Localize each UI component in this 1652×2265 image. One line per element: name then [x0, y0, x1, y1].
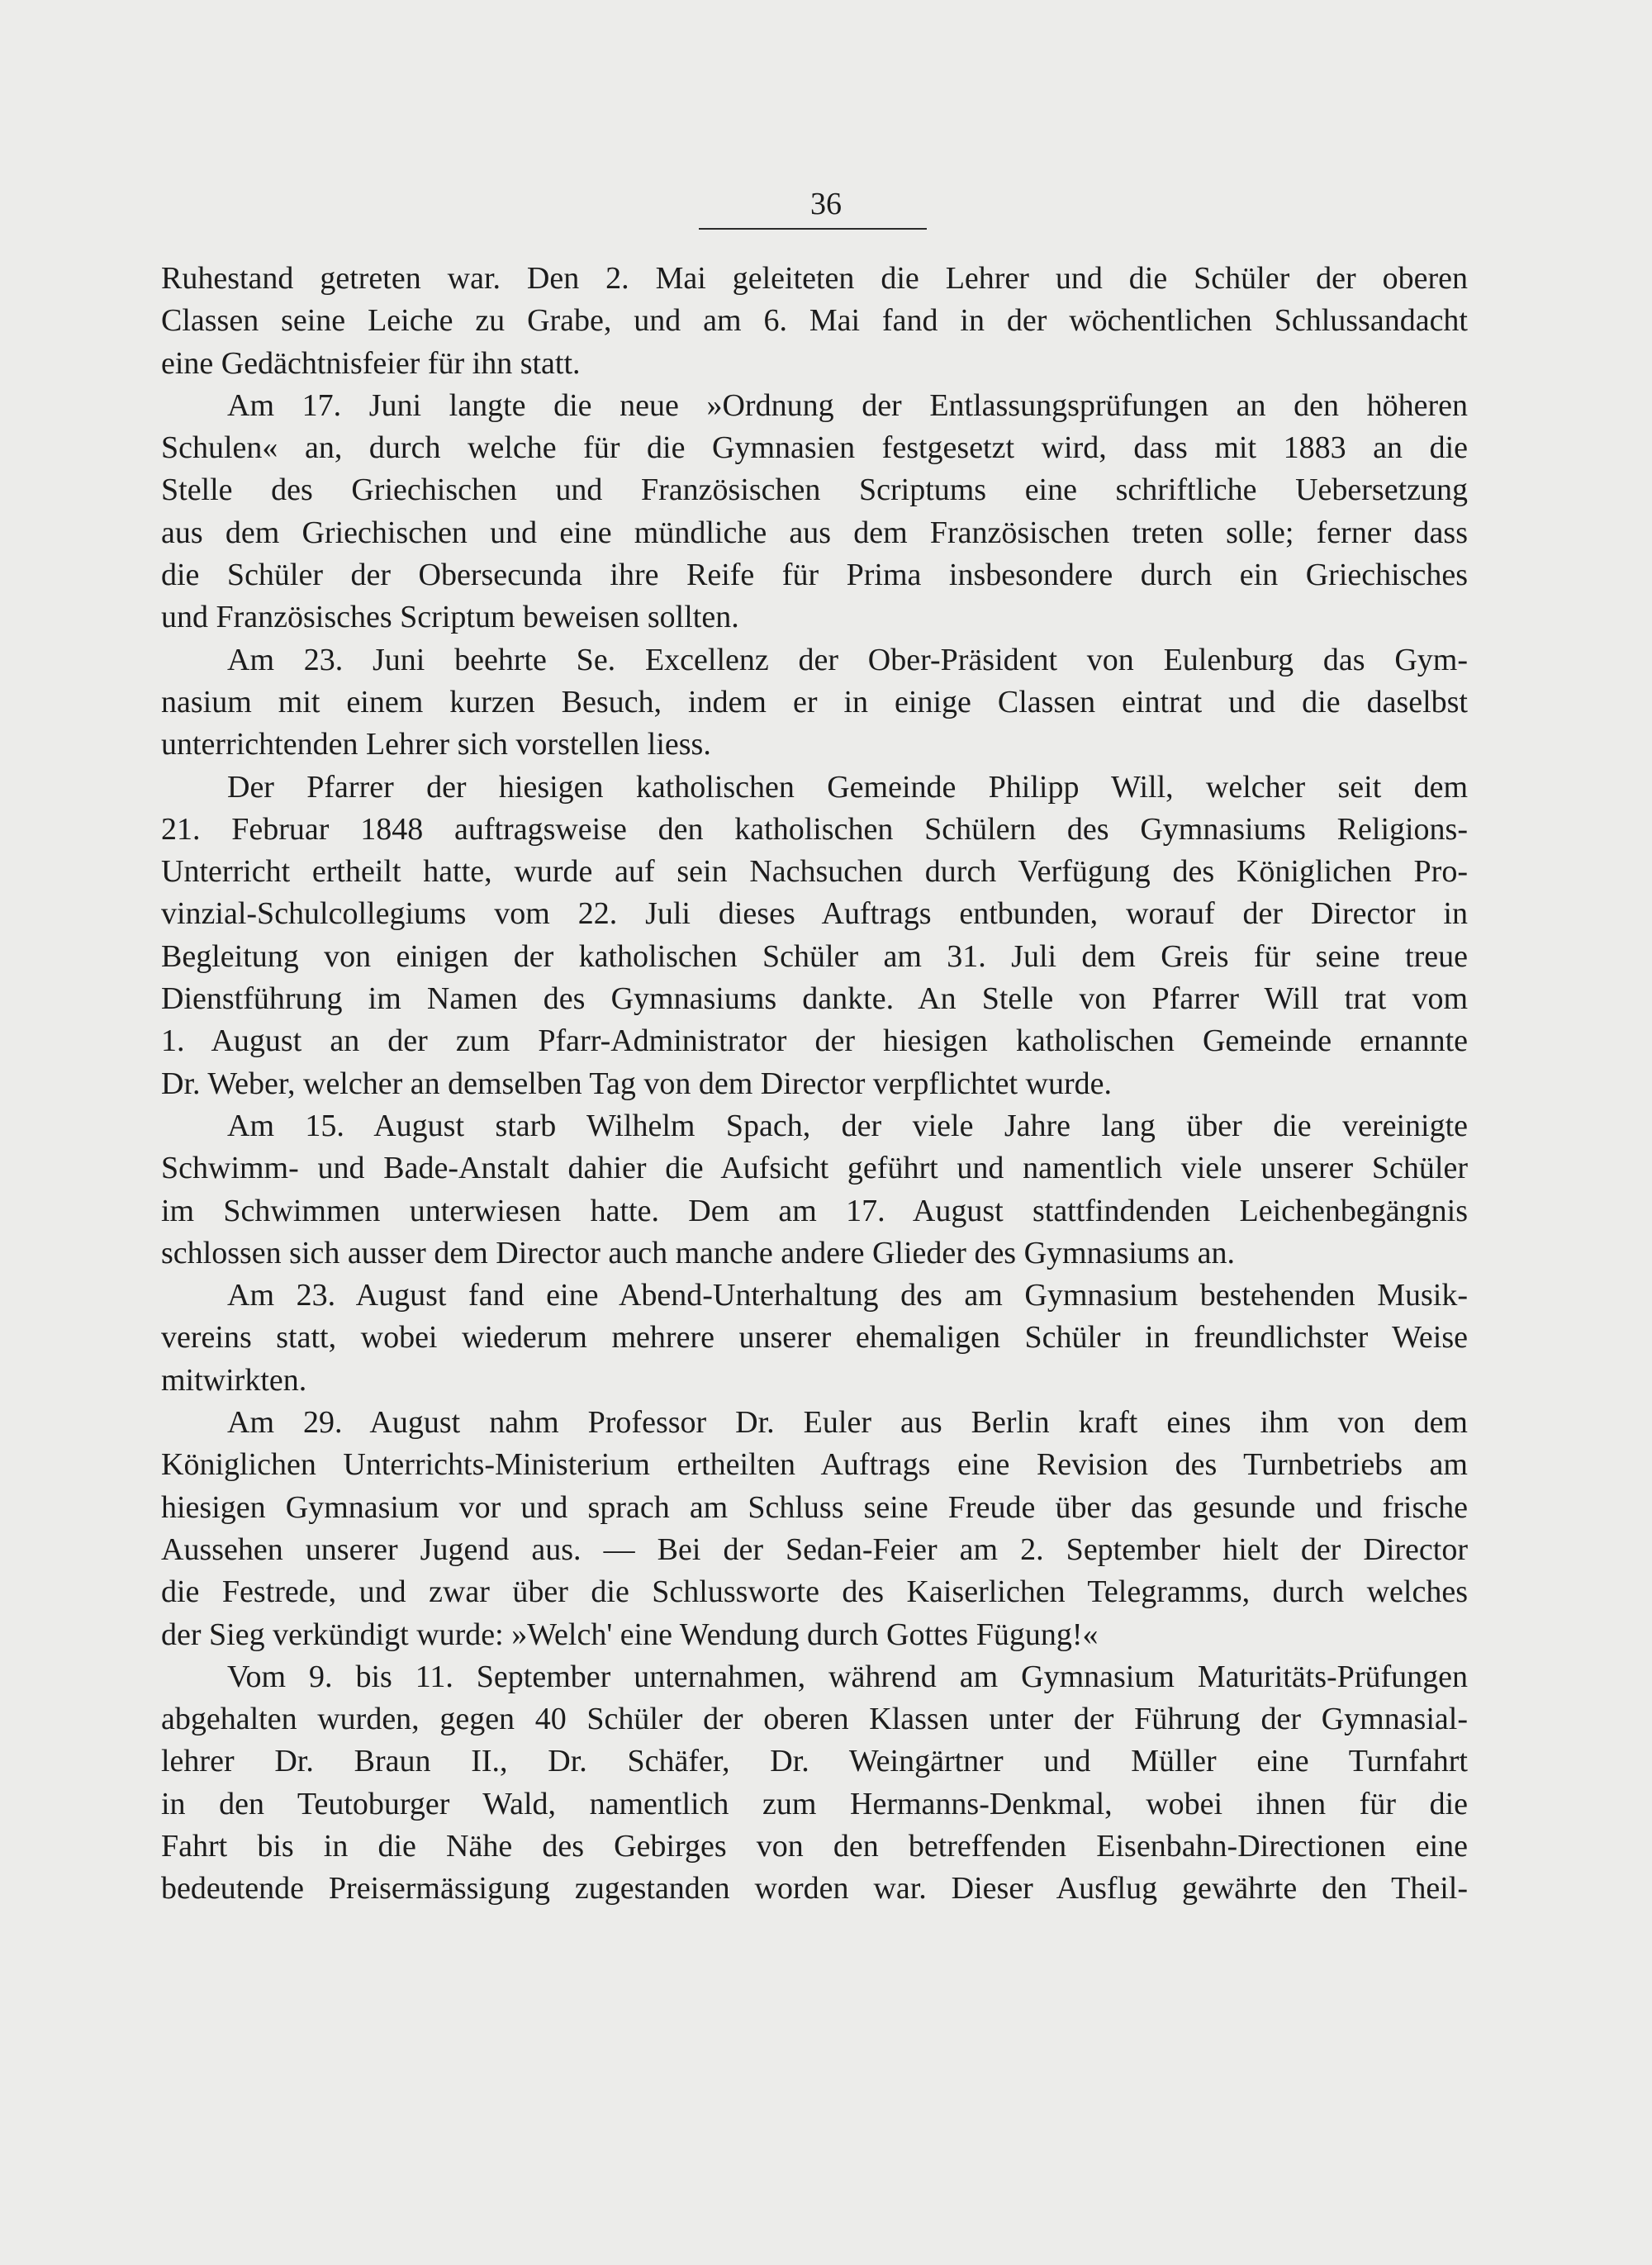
- text-line: Am 15. August starb Wilhelm Spach, der viele Jahre lang über die vereinigte: [227, 1108, 1468, 1143]
- text-line: Schwimm- und Bade-Anstalt dahier die Aufsicht geführt und namentlich viele unserer Schüler: [161, 1151, 1468, 1186]
- text-line: lehrer Dr. Braun II., Dr. Schäfer, Dr. Weingärtner und Müller eine Turnfahrt: [161, 1744, 1468, 1779]
- text-line: mitwirkten.: [161, 1362, 307, 1398]
- text-line: im Schwimmen unterwiesen hatte. Dem am 17. August stattfindenden Leichenbegängnis: [161, 1193, 1468, 1228]
- text-line: schlossen sich ausser dem Director auch manche andere Glieder des Gymnasiums an.: [161, 1235, 1236, 1270]
- text-line: Königlichen Unterrichts-Ministerium ertheilten Auftrags eine Revision des Turnbetriebs am: [161, 1447, 1468, 1483]
- text-line: Aussehen unserer Jugend aus. — Bei der Sedan-Feier am 2. September hielt der Director: [161, 1531, 1468, 1567]
- text-line: die Schüler der Obersecunda ihre Reife für Prima insbesondere durch ein Griechisches: [161, 558, 1468, 593]
- text-line: Dr. Weber, welcher an demselben Tag von dem Director verpflichtet wurde.: [161, 1066, 1112, 1101]
- text-line: und Französisches Scriptum beweisen sollten.: [161, 600, 739, 635]
- text-line: hiesigen Gymnasium vor und sprach am Schluss seine Freude über das gesunde und frische: [161, 1489, 1468, 1525]
- text-line: nasium mit einem kurzen Besuch, indem er in einige Classen eintrat und die daselbst: [161, 684, 1468, 719]
- page-number: 36: [810, 187, 842, 221]
- text-line: Begleitung von einigen der katholischen Schüler am 31. Juli dem Greis für seine treue: [161, 938, 1468, 974]
- text-line: abgehalten wurden, gegen 40 Schüler der oberen Klassen unter der Führung der Gymnasial-: [161, 1702, 1468, 1737]
- text-line: Classen seine Leiche zu Grabe, und am 6. Mai fand in der wöchentlichen Schlussandacht: [161, 303, 1468, 339]
- header-rule: [699, 228, 927, 230]
- text-line: Fahrt bis in die Nähe des Gebirges von den betreffenden Eisenbahn-Directionen eine: [161, 1828, 1468, 1864]
- text-line: der Sieg verkündigt wurde: »Welch' eine Wendung durch Gottes Fügung!«: [161, 1617, 1099, 1652]
- body-text: [161, 258, 1468, 1911]
- text-line: Am 23. Juni beehrte Se. Excellenz der Ober-Präsident von Eulenburg das Gym-: [227, 642, 1468, 677]
- text-line: Am 17. Juni langte die neue »Ordnung der Entlassungsprüfungen an den höheren: [227, 387, 1468, 423]
- text-line: Unterricht ertheilt hatte, wurde auf sein Nachsuchen durch Verfügung des Königlichen Pro-: [161, 854, 1468, 890]
- text-line: vinzial-Schulcollegiums vom 22. Juli dieses Auftrags entbunden, worauf der Director in: [161, 896, 1468, 932]
- text-line: Dienstführung im Namen des Gymnasiums dankte. An Stelle von Pfarrer Will trat vom: [161, 981, 1468, 1017]
- text-line: 21. Februar 1848 auftragsweise den katholischen Schülern des Gymnasiums Religions-: [161, 811, 1468, 847]
- text-line: eine Gedächtnisfeier für ihn statt.: [161, 345, 581, 381]
- text-line: Am 29. August nahm Professor Dr. Euler aus Berlin kraft eines ihm von dem: [227, 1405, 1468, 1441]
- text-line: bedeutende Preisermässigung zugestanden worden war. Dieser Ausflug gewährte den Theil-: [161, 1871, 1468, 1906]
- text-line: aus dem Griechischen und eine mündliche aus dem Französischen treten solle; ferner dass: [161, 515, 1468, 550]
- text-line: Am 23. August fand eine Abend-Unterhaltung des am Gymnasium bestehenden Musik-: [227, 1278, 1468, 1313]
- text-line: 1. August an der zum Pfarr-Administrator der hiesigen katholischen Gemeinde ernannte: [161, 1023, 1468, 1059]
- text-line: Stelle des Griechischen und Französischen Scriptums eine schriftliche Uebersetzung: [161, 472, 1468, 508]
- text-line: Vom 9. bis 11. September unternahmen, während am Gymnasium Maturitäts-Prüfungen: [227, 1659, 1468, 1694]
- text-line: die Festrede, und zwar über die Schlussworte des Kaiserlichen Telegramms, durch welches: [161, 1574, 1468, 1610]
- text-line: vereins statt, wobei wiederum mehrere unserer ehemaligen Schüler in freundlichster Weise: [161, 1320, 1468, 1356]
- text-line: Schulen« an, durch welche für die Gymnasien festgesetzt wird, dass mit 1883 an die: [161, 430, 1468, 466]
- text-line: in den Teutoburger Wald, namentlich zum Hermanns-Denkmal, wobei ihnen für die: [161, 1786, 1468, 1821]
- text-line: Ruhestand getreten war. Den 2. Mai geleiteten die Lehrer und die Schüler der oberen: [161, 261, 1468, 296]
- text-line: unterrichtenden Lehrer sich vorstellen liess.: [161, 727, 711, 762]
- text-line: Der Pfarrer der hiesigen katholischen Gemeinde Philipp Will, welcher seit dem: [227, 769, 1468, 805]
